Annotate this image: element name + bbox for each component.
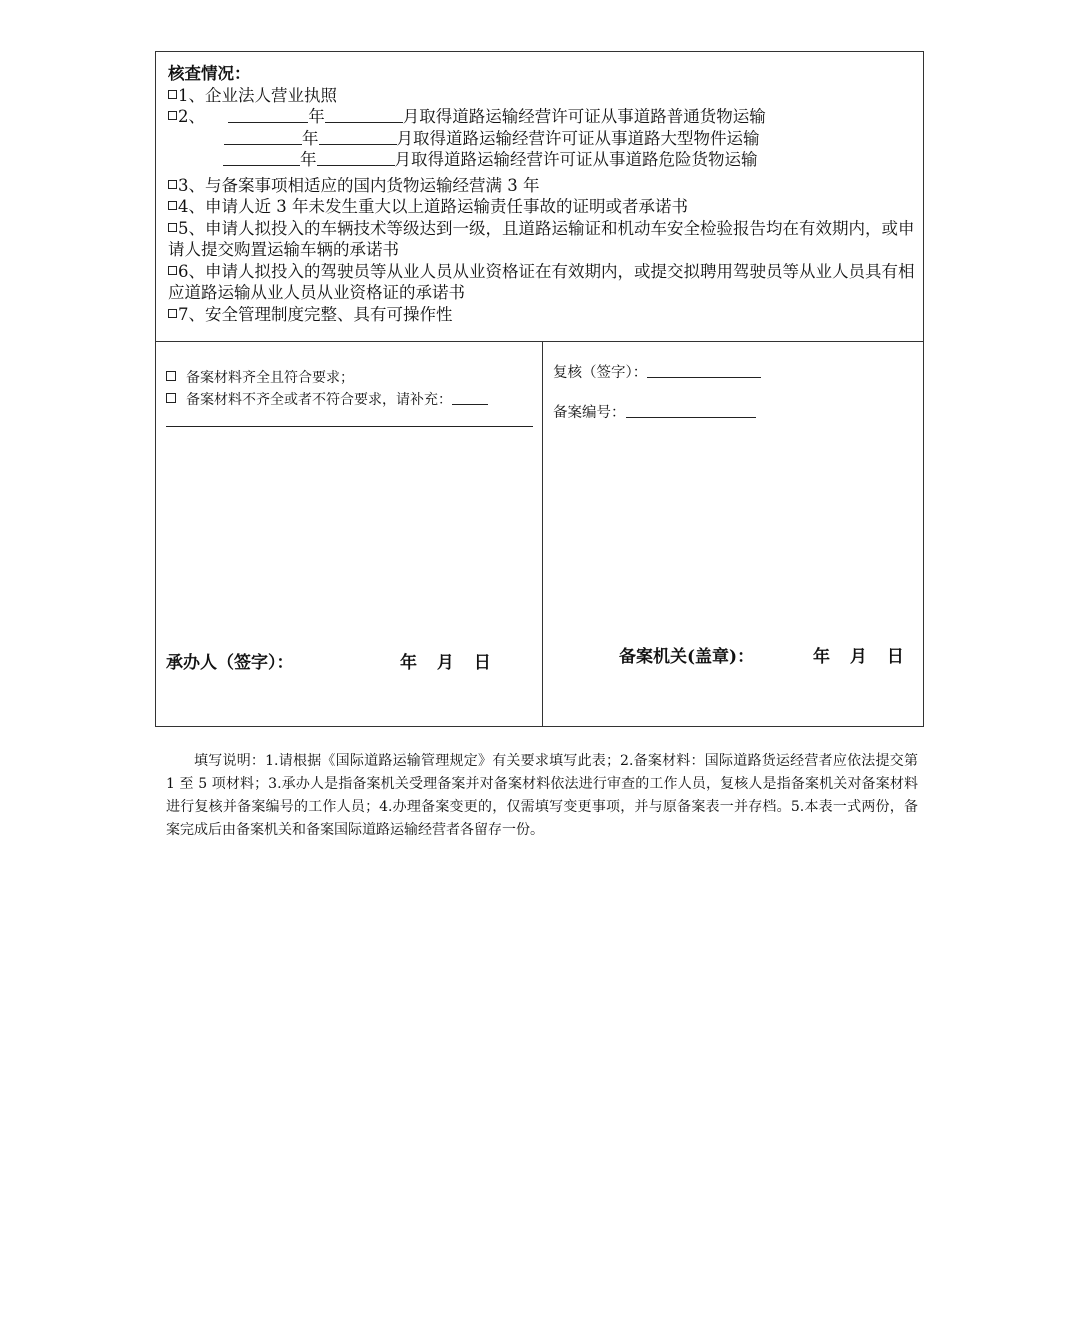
check-item-5 [168,218,915,261]
check-item-6 [168,261,915,304]
month-blank[interactable] [317,150,395,166]
check-item-3-text: 3、与备案事项相适应的国内货物运输经营满 3 年 [178,175,540,195]
checkbox-icon[interactable] [168,111,177,120]
supplement-blank[interactable] [452,391,488,405]
check-item-4 [168,196,915,218]
checkbox-icon[interactable] [168,309,177,318]
month-blank[interactable] [325,107,403,123]
verification-title: 核查情况： [168,64,251,83]
filing-number-label: 备案编号： [553,405,626,421]
checkbox-icon[interactable] [166,371,176,381]
checkbox-icon[interactable] [168,90,177,99]
checkbox-icon[interactable] [168,180,177,189]
check-item-2-line-3-text: 月取得道路运输经营许可证从事道路危险货物运输 [394,150,758,169]
handler-panel [156,342,543,726]
check-item-7-text: 7、安全管理制度完整、具有可操作性 [178,304,453,324]
check-item-2-line-2-text: 月取得道路运输经营许可证从事道路大型物件运输 [396,128,760,148]
review-signature-field [553,361,761,382]
option-complete [166,367,354,387]
agency-seal-label: 备案机关(盖章)： [619,647,755,667]
checkbox-icon[interactable] [166,393,176,403]
handler-date-label: 年 月 日 [400,653,491,673]
option-complete-text: 备案材料齐全且符合要求； [186,370,354,386]
filing-number-blank[interactable] [626,404,756,418]
check-item-1-text: 1、企业法人营业执照 [178,85,337,105]
check-item-7 [168,304,915,326]
check-item-2-line-3 [168,149,915,171]
review-panel [543,342,923,726]
check-item-2 [168,106,915,128]
checkbox-icon[interactable] [168,201,177,210]
option-incomplete-text: 备案材料不齐全或者不符合要求，请补充： [186,392,452,408]
year-label: 年 [300,150,317,169]
review-signature-blank[interactable] [647,364,761,378]
year-label: 年 [302,128,319,148]
check-item-2-line-1-text: 月取得道路运输经营许可证从事道路普通货物运输 [402,107,766,126]
filling-instructions: 填写说明：1.请根据《国际道路运输管理规定》有关要求填写此表；2.备案材料：国际道路货运经营者应依法提交第 1 至 5 项材料；3.承办人是指备案机关受理备案并对备案材料依法进行审查的工作人员，复核人是指备案机关对备案材料进行复核并备案编号的工作人员；4.办理备案变更的，仅需填写变更事项，并与原备案表一并存档。5.本表一式两份，备案完成后由备案机关和备案国际道路运输经营者各留存一份。 [166,753,918,838]
supplement-line[interactable] [166,426,533,427]
year-label: 年 [308,107,325,126]
check-item-2-line-2 [168,128,915,150]
checkbox-icon[interactable] [168,223,177,232]
handler-signature-label: 承办人（签字）： [166,653,294,673]
review-signature-label: 复核（签字）： [553,365,648,381]
agency-date-label: 年 月 日 [813,647,904,667]
option-incomplete [166,389,488,409]
year-blank[interactable] [223,150,300,166]
filing-form-table [155,51,924,727]
year-blank[interactable] [224,129,302,145]
checkbox-icon[interactable] [168,266,177,275]
verification-section [156,52,923,342]
check-item-5-text: 5、申请人拟投入的车辆技术等级达到一级，且道路运输证和机动车安全检验报告均在有效期内，或申请人提交购置运输车辆的承诺书 [168,218,915,259]
year-blank[interactable] [228,107,308,123]
check-item-3 [168,175,915,197]
check-item-1 [168,85,915,107]
check-item-2-prefix: 2、 [178,107,205,126]
check-item-6-text: 6、申请人拟投入的驾驶员等从业人员从业资格证在有效期内，或提交拟聘用驾驶员等从业人员具有相应道路运输从业人员从业资格证的承诺书 [168,261,915,302]
filing-number-field [553,401,756,422]
check-item-4-text: 4、申请人近 3 年未发生重大以上道路运输责任事故的证明或者承诺书 [178,197,688,216]
month-blank[interactable] [319,129,397,145]
